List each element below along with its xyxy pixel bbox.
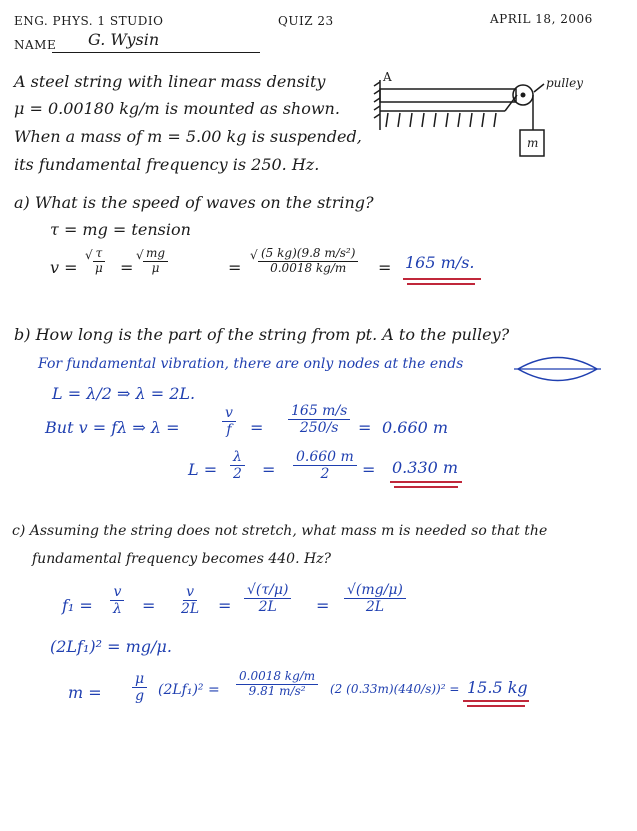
numeric-squared-term: (2 (0.33m)(440/s))² = bbox=[330, 682, 460, 696]
two-l-denominator: 2L bbox=[181, 601, 200, 618]
wavelength-relation: L = λ/2 ⇒ λ = 2L. bbox=[52, 384, 196, 403]
part-b-question: b) How long is the part of the string from pt. A to the pulley? bbox=[14, 325, 510, 344]
mass-label: m = bbox=[68, 683, 102, 702]
part-c-question-2: fundamental frequency becomes 440. Hz? bbox=[32, 551, 332, 567]
wavelength-numerator: 0.660 m bbox=[293, 449, 357, 466]
lambda-fraction bbox=[288, 403, 350, 436]
equals-sign: = bbox=[120, 258, 134, 277]
tension-equation: τ = mg = tension bbox=[50, 220, 191, 239]
two-denominator: 2 bbox=[320, 466, 330, 483]
part-a-question: a) What is the speed of waves on the string? bbox=[14, 193, 374, 212]
mu-over-g bbox=[132, 671, 147, 704]
equals-sign: = bbox=[358, 418, 372, 437]
two-denominator: 2 bbox=[233, 466, 242, 483]
name-label: NAME bbox=[14, 38, 57, 52]
v-over-f bbox=[222, 405, 236, 438]
two-l-denominator: 2L bbox=[258, 599, 277, 616]
answer-underline bbox=[463, 700, 529, 702]
pulley-label: pulley bbox=[546, 76, 583, 90]
mu-symbol: μ bbox=[95, 260, 103, 275]
lambda-denominator: λ bbox=[113, 601, 122, 618]
v-numerator: v bbox=[222, 405, 236, 422]
root-numerator: √(τ/μ) bbox=[244, 582, 291, 599]
v-over-2l bbox=[178, 584, 202, 617]
equals-sign: = bbox=[250, 418, 264, 437]
equals-sign: = bbox=[262, 460, 276, 479]
part-c-answer: 15.5 kg bbox=[467, 678, 528, 697]
problem-line-4: its fundamental frequency is 250. Hz. bbox=[14, 155, 320, 174]
v-over-lambda bbox=[110, 584, 125, 617]
equals-sign: = bbox=[142, 596, 156, 615]
tau-symbol: τ bbox=[93, 247, 106, 262]
point-a-label: A bbox=[383, 70, 392, 84]
sqrt-sign: √ bbox=[85, 248, 93, 262]
mu-denominator: μ bbox=[151, 260, 160, 275]
density-denominator: 0.0018 kg/m bbox=[270, 260, 347, 275]
sqrt-sign: √ bbox=[136, 248, 144, 262]
length-label: L = bbox=[188, 460, 218, 479]
gravity-denominator: 9.81 m/s² bbox=[248, 683, 306, 698]
name-value: G. Wysin bbox=[88, 30, 160, 49]
frequency-denominator: 250/s bbox=[299, 420, 339, 437]
f-denominator: f bbox=[226, 422, 232, 439]
mu-numerator: μ bbox=[132, 671, 147, 688]
v-numerator: v bbox=[183, 584, 197, 601]
lambda-numerator: λ bbox=[230, 449, 245, 466]
problem-line-2: μ = 0.00180 kg/m is mounted as shown. bbox=[14, 99, 340, 118]
part-a-v-label: v = bbox=[50, 258, 78, 277]
lambda-value: 0.660 m bbox=[382, 418, 449, 437]
part-a-answer: 165 m/s. bbox=[405, 253, 475, 272]
answer-underline bbox=[394, 486, 458, 488]
quiz-number: QUIZ 23 bbox=[278, 14, 334, 28]
problem-line-3: When a mass of m = 5.00 kg is suspended, bbox=[14, 127, 362, 146]
sqrt-sign: √ bbox=[250, 248, 258, 262]
sqrt-tau-mu-over-2l bbox=[244, 582, 291, 615]
mg-numerator: mg bbox=[143, 247, 168, 262]
v-numerator: v bbox=[110, 584, 124, 601]
part-c-question-1: c) Assuming the string does not stretch, what mass m is needed so that the bbox=[12, 523, 548, 539]
part-b-note: For fundamental vibration, there are only nodes at the ends bbox=[38, 356, 464, 372]
weight-numerator: (5 kg)(9.8 m/s²) bbox=[258, 247, 358, 262]
length-fraction bbox=[293, 449, 357, 482]
g-denominator: g bbox=[135, 688, 145, 705]
answer-underline bbox=[390, 481, 462, 483]
sqrt-mg-mu-over-2l bbox=[344, 582, 406, 615]
root-numerator: √(mg/μ) bbox=[344, 582, 406, 599]
f1-label: f₁ = bbox=[62, 596, 93, 615]
equals-sign: = bbox=[228, 258, 242, 277]
course-title: ENG. PHYS. 1 STUDIO bbox=[14, 14, 164, 28]
density-numerator: 0.0018 kg/m bbox=[236, 670, 318, 685]
equals-sign: = bbox=[316, 596, 330, 615]
part-b-but: But v = fλ ⇒ λ = bbox=[45, 418, 180, 437]
equals-sign: = bbox=[362, 460, 376, 479]
two-l-denominator: 2L bbox=[365, 599, 385, 616]
speed-numerator: 165 m/s bbox=[288, 403, 350, 420]
mass-box-label: m bbox=[527, 136, 539, 150]
equals-sign: = bbox=[218, 596, 232, 615]
squared-term: (2Lf₁)² = bbox=[158, 682, 220, 698]
squared-relation: (2Lf₁)² = mg/μ. bbox=[50, 637, 172, 656]
problem-line-1: A steel string with linear mass density bbox=[14, 72, 326, 91]
equals-sign: = bbox=[378, 258, 392, 277]
quiz-date: APRIL 18, 2006 bbox=[490, 12, 593, 26]
lambda-over-two bbox=[230, 449, 245, 482]
part-b-answer: 0.330 m bbox=[392, 458, 459, 477]
answer-underline bbox=[467, 705, 525, 707]
numeric-mass-fraction bbox=[236, 670, 318, 699]
